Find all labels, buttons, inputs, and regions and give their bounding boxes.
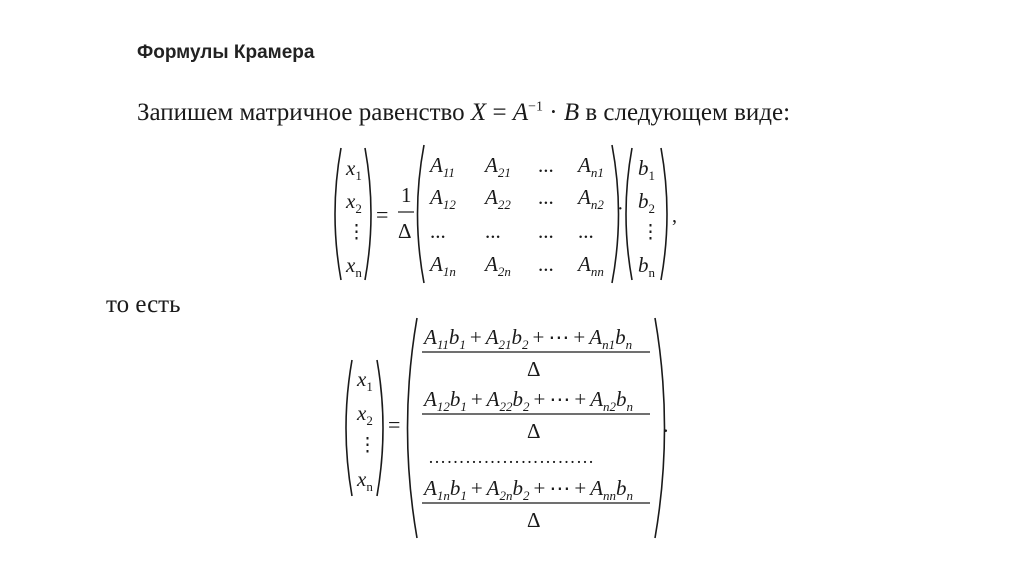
intro-before: Запишем матричное равенство [137, 99, 471, 126]
matrix-cell: $A_{11}$ [430, 153, 455, 180]
matrix-cell: ... [578, 219, 594, 243]
b-vdots: ⋮ [641, 222, 660, 243]
equals-sign-2: = [388, 412, 401, 437]
fraction-denominator-row: Δ [527, 357, 541, 381]
matrix-cell: $A_{22}$ [485, 185, 511, 212]
page-title: Формулы Крамера [137, 42, 315, 63]
var-a: A [512, 99, 529, 126]
dotted-row: ……………………… [428, 447, 595, 467]
x-vector2-left-paren [346, 360, 352, 496]
matrix-cell: ... [538, 153, 554, 177]
x1-cell-2: $x_1$ [357, 367, 373, 394]
matrix-cell: $A_{nn}$ [578, 252, 604, 279]
fraction-numerator: 1 [401, 183, 412, 207]
intro-dot: · [543, 99, 564, 126]
matrix-cell: $A_{12}$ [430, 185, 456, 212]
fraction-denominator-row: Δ [527, 508, 541, 532]
equals-sign-1: = [376, 202, 389, 227]
x2-cell-2: $x_2$ [357, 401, 373, 428]
matrix-cell: $A_{2n}$ [485, 252, 511, 279]
matrix-cell: ... [485, 219, 501, 243]
matrix-cell: ... [538, 219, 554, 243]
matrix-cell: $A_{n2}$ [578, 185, 604, 212]
bn-cell: $b_n$ [638, 253, 655, 280]
dot-operator: · [617, 198, 624, 220]
fraction-numerator-row: $A_{11}b_1 + A_{21}b_2$ + ⋯ + $A_{n1}b_n$ [424, 325, 633, 352]
fraction-numerator-row: $A_{12}b_1 + A_{22}b_2$ + ⋯ + $A_{n2}b_n$ [424, 387, 634, 414]
b2-cell: $b_2$ [638, 189, 655, 216]
x1-cell: $x_1$ [346, 156, 362, 183]
var-x: X [470, 99, 487, 126]
matrix-cell: $A_{n1}$ [578, 153, 604, 180]
x2-cell: $x_2$ [346, 189, 362, 216]
fraction-numerator-row: $A_{1n}b_1 + A_{2n}b_2$ + ⋯ + $A_{nn}b_n$ [424, 476, 634, 503]
intro-eq: = [486, 99, 513, 126]
result-left-paren [408, 318, 418, 538]
period: . [663, 412, 669, 437]
xn-cell: $x_n$ [346, 253, 362, 280]
intro-after: в следующем виде: [579, 99, 791, 126]
matrix-cell: ... [538, 252, 554, 276]
matrix-cell: ... [538, 185, 554, 209]
x-vector2-right-paren [377, 360, 383, 496]
matrix-cell: $A_{1n}$ [430, 252, 456, 279]
comma: , [672, 205, 677, 227]
then-text: то есть [106, 291, 181, 318]
matrix-cell: ... [430, 219, 446, 243]
fraction-rows [422, 325, 650, 532]
xn-cell-2: $x_n$ [357, 467, 373, 494]
var-b: B [563, 99, 580, 126]
matrix-cell: $A_{21}$ [485, 153, 511, 180]
x-vdots: ⋮ [347, 222, 366, 243]
fraction-denominator: Δ [398, 219, 412, 243]
intro-exp: −1 [528, 99, 543, 115]
x-vdots-2: ⋮ [358, 435, 377, 456]
b1-cell: $b_1$ [638, 156, 655, 183]
fraction-denominator-row: Δ [527, 419, 541, 443]
